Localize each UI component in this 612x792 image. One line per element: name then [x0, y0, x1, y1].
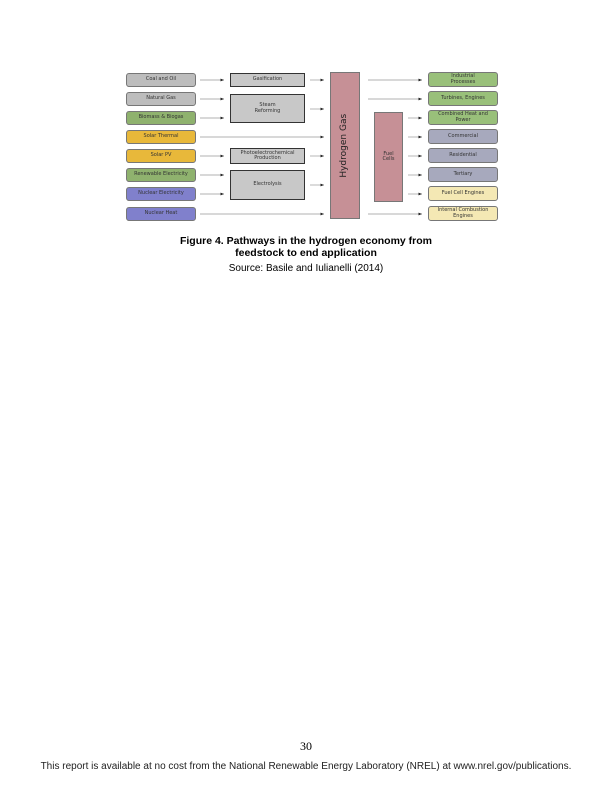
source-nuclear-heat: Nuclear Heat: [126, 207, 196, 221]
app-industrial-processes: Industrial Processes: [428, 72, 498, 87]
figure-caption: Figure 4. Pathways in the hydrogen economy from feedstock to end application: [179, 235, 433, 259]
process-gasification: Gasification: [230, 73, 305, 87]
source-renewable-electricity: Renewable Electricity: [126, 168, 196, 182]
source-solar-pv: Solar PV: [126, 149, 196, 163]
fuel-cells-box: Fuel Cells: [374, 112, 403, 202]
source-nuclear-electricity: Nuclear Electricity: [126, 187, 196, 201]
app-tertiary: Tertiary: [428, 167, 498, 182]
page-number: 30: [300, 739, 312, 753]
source-solar-thermal: Solar Thermal: [126, 130, 196, 144]
footer: This report is available at no cost from the National Renewable Energy Laboratory (NREL) at www.nrel.gov/publications.: [40, 761, 572, 772]
hydrogen-gas-label: Hydrogen Gas: [339, 113, 350, 178]
source-coal-and-oil: Coal and Oil: [126, 73, 196, 87]
hydrogen-gas-box: [330, 72, 360, 219]
process-photoelectrochemical: Photoelectrochemical Production: [230, 148, 305, 164]
source-natural-gas: Natural Gas: [126, 92, 196, 106]
figure-source: Source: Basile and Iulianelli (2014): [228, 263, 384, 274]
app-residential: Residential: [428, 148, 498, 163]
process-electrolysis: Electrolysis: [230, 170, 305, 200]
process-steam-reforming: Steam Reforming: [230, 94, 305, 123]
app-internal-combustion-engines: Internal Combustion Engines: [428, 206, 498, 221]
app-fuel-cell-engines: Fuel Cell Engines: [428, 186, 498, 201]
app-commercial: Commercial: [428, 129, 498, 144]
app-combined-heat-power: Combined Heat and Power: [428, 110, 498, 125]
app-turbines-engines: Turbines, Engines: [428, 91, 498, 106]
source-biomass-biogas: Biomass & Biogas: [126, 111, 196, 125]
